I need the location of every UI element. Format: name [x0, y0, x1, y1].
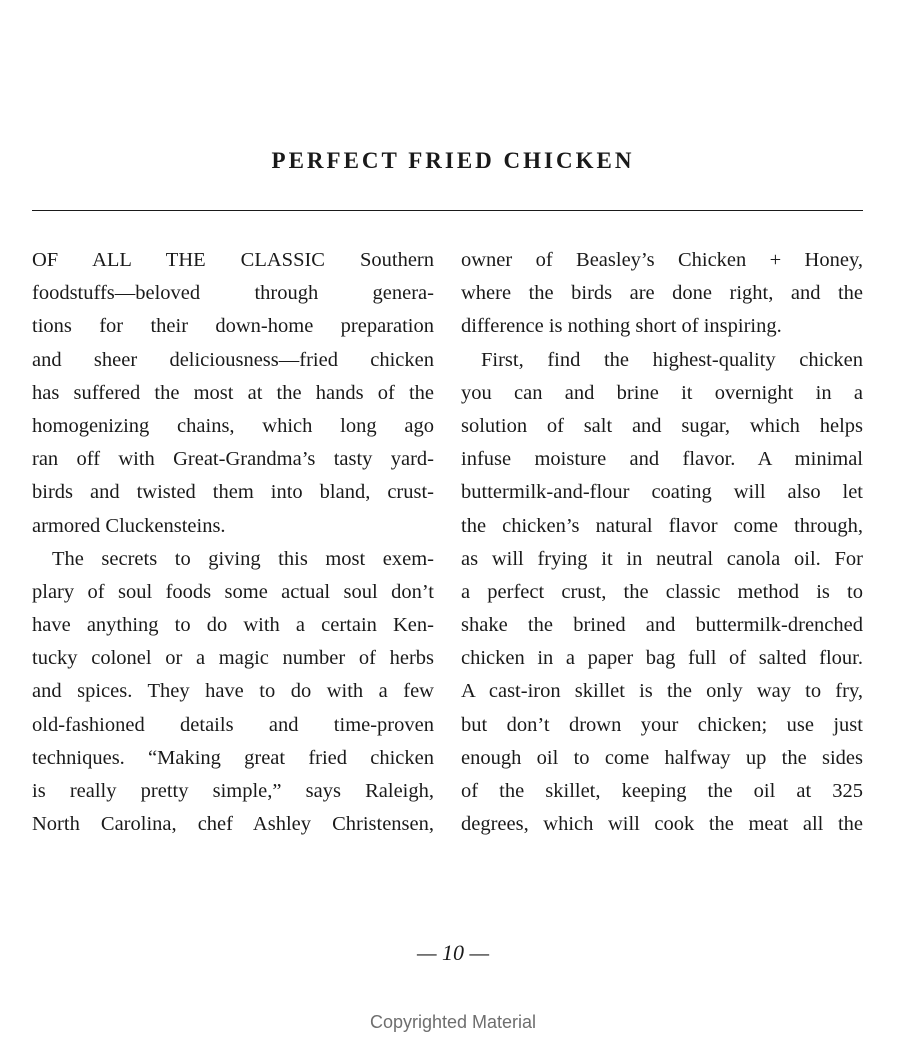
- text-line: armored Cluckensteins.: [32, 514, 226, 537]
- text-line: North Carolina, chef Ashley Christensen,: [32, 813, 434, 836]
- text-line: difference is nothing short of inspiring.: [461, 315, 782, 338]
- text-line: plary of soul foods some actual soul don’t: [32, 580, 434, 603]
- text-line: tucky colonel or a magic number of herbs: [32, 647, 434, 670]
- text-line: ran off with Great-Grandma’s tasty yard-: [32, 448, 434, 471]
- text-line: have anything to do with a certain Ken-: [32, 614, 434, 637]
- page-title: PERFECT FRIED CHICKEN: [271, 148, 635, 173]
- text-line: and sheer deliciousness—fried chicken: [32, 348, 434, 371]
- text-line: techniques. “Making great fried chicken: [32, 746, 434, 769]
- text-line: shake the brined and buttermilk-drenched: [461, 614, 863, 637]
- text-line: where the birds are done right, and the: [461, 282, 863, 305]
- text-column-right: [461, 244, 863, 841]
- text-line: buttermilk-and-flour coating will also let: [461, 481, 863, 504]
- text-line: a perfect crust, the classic method is to: [461, 580, 863, 603]
- text-line: solution of salt and sugar, which helps: [461, 414, 863, 437]
- text-line: foodstuffs—beloved through genera-: [32, 282, 434, 305]
- text-line: you can and brine it overnight in a: [461, 381, 863, 404]
- text-line: old-fashioned details and time-proven: [32, 713, 434, 736]
- text-line: chicken in a paper bag full of salted flour.: [461, 647, 863, 670]
- text-line: A cast-iron skillet is the only way to fry,: [461, 680, 863, 703]
- page-number: — 10 —: [416, 940, 490, 965]
- text-line: of the skillet, keeping the oil at 325: [461, 780, 863, 802]
- text-line: but don’t drown your chicken; use just: [461, 713, 863, 736]
- text-line: birds and twisted them into bland, crust-: [32, 481, 434, 504]
- text-line: owner of Beasley’s Chicken + Honey,: [461, 249, 863, 271]
- text-line: The secrets to giving this most exem-: [52, 547, 434, 570]
- text-line: OF ALL THE CLASSIC Southern: [32, 249, 434, 271]
- text-line: tions for their down-home preparation: [32, 315, 434, 338]
- copyright-watermark: Copyrighted Material: [369, 1012, 537, 1032]
- text-line: as will frying it in neutral canola oil. For: [461, 547, 863, 570]
- text-line: and spices. They have to do with a few: [32, 680, 434, 703]
- text-line: degrees, which will cook the meat all the: [461, 813, 863, 836]
- text-line: has suffered the most at the hands of the: [32, 381, 434, 404]
- text-line: the chicken’s natural flavor come through,: [461, 514, 863, 537]
- text-line: homogenizing chains, which long ago: [32, 414, 434, 437]
- text-line: is really pretty simple,” says Raleigh,: [32, 780, 434, 802]
- text-column-left: [32, 244, 434, 841]
- text-line: infuse moisture and flavor. A minimal: [461, 448, 863, 471]
- text-line: First, find the highest-quality chicken: [481, 348, 863, 371]
- title-divider: [32, 210, 863, 211]
- text-line: enough oil to come halfway up the sides: [461, 746, 863, 769]
